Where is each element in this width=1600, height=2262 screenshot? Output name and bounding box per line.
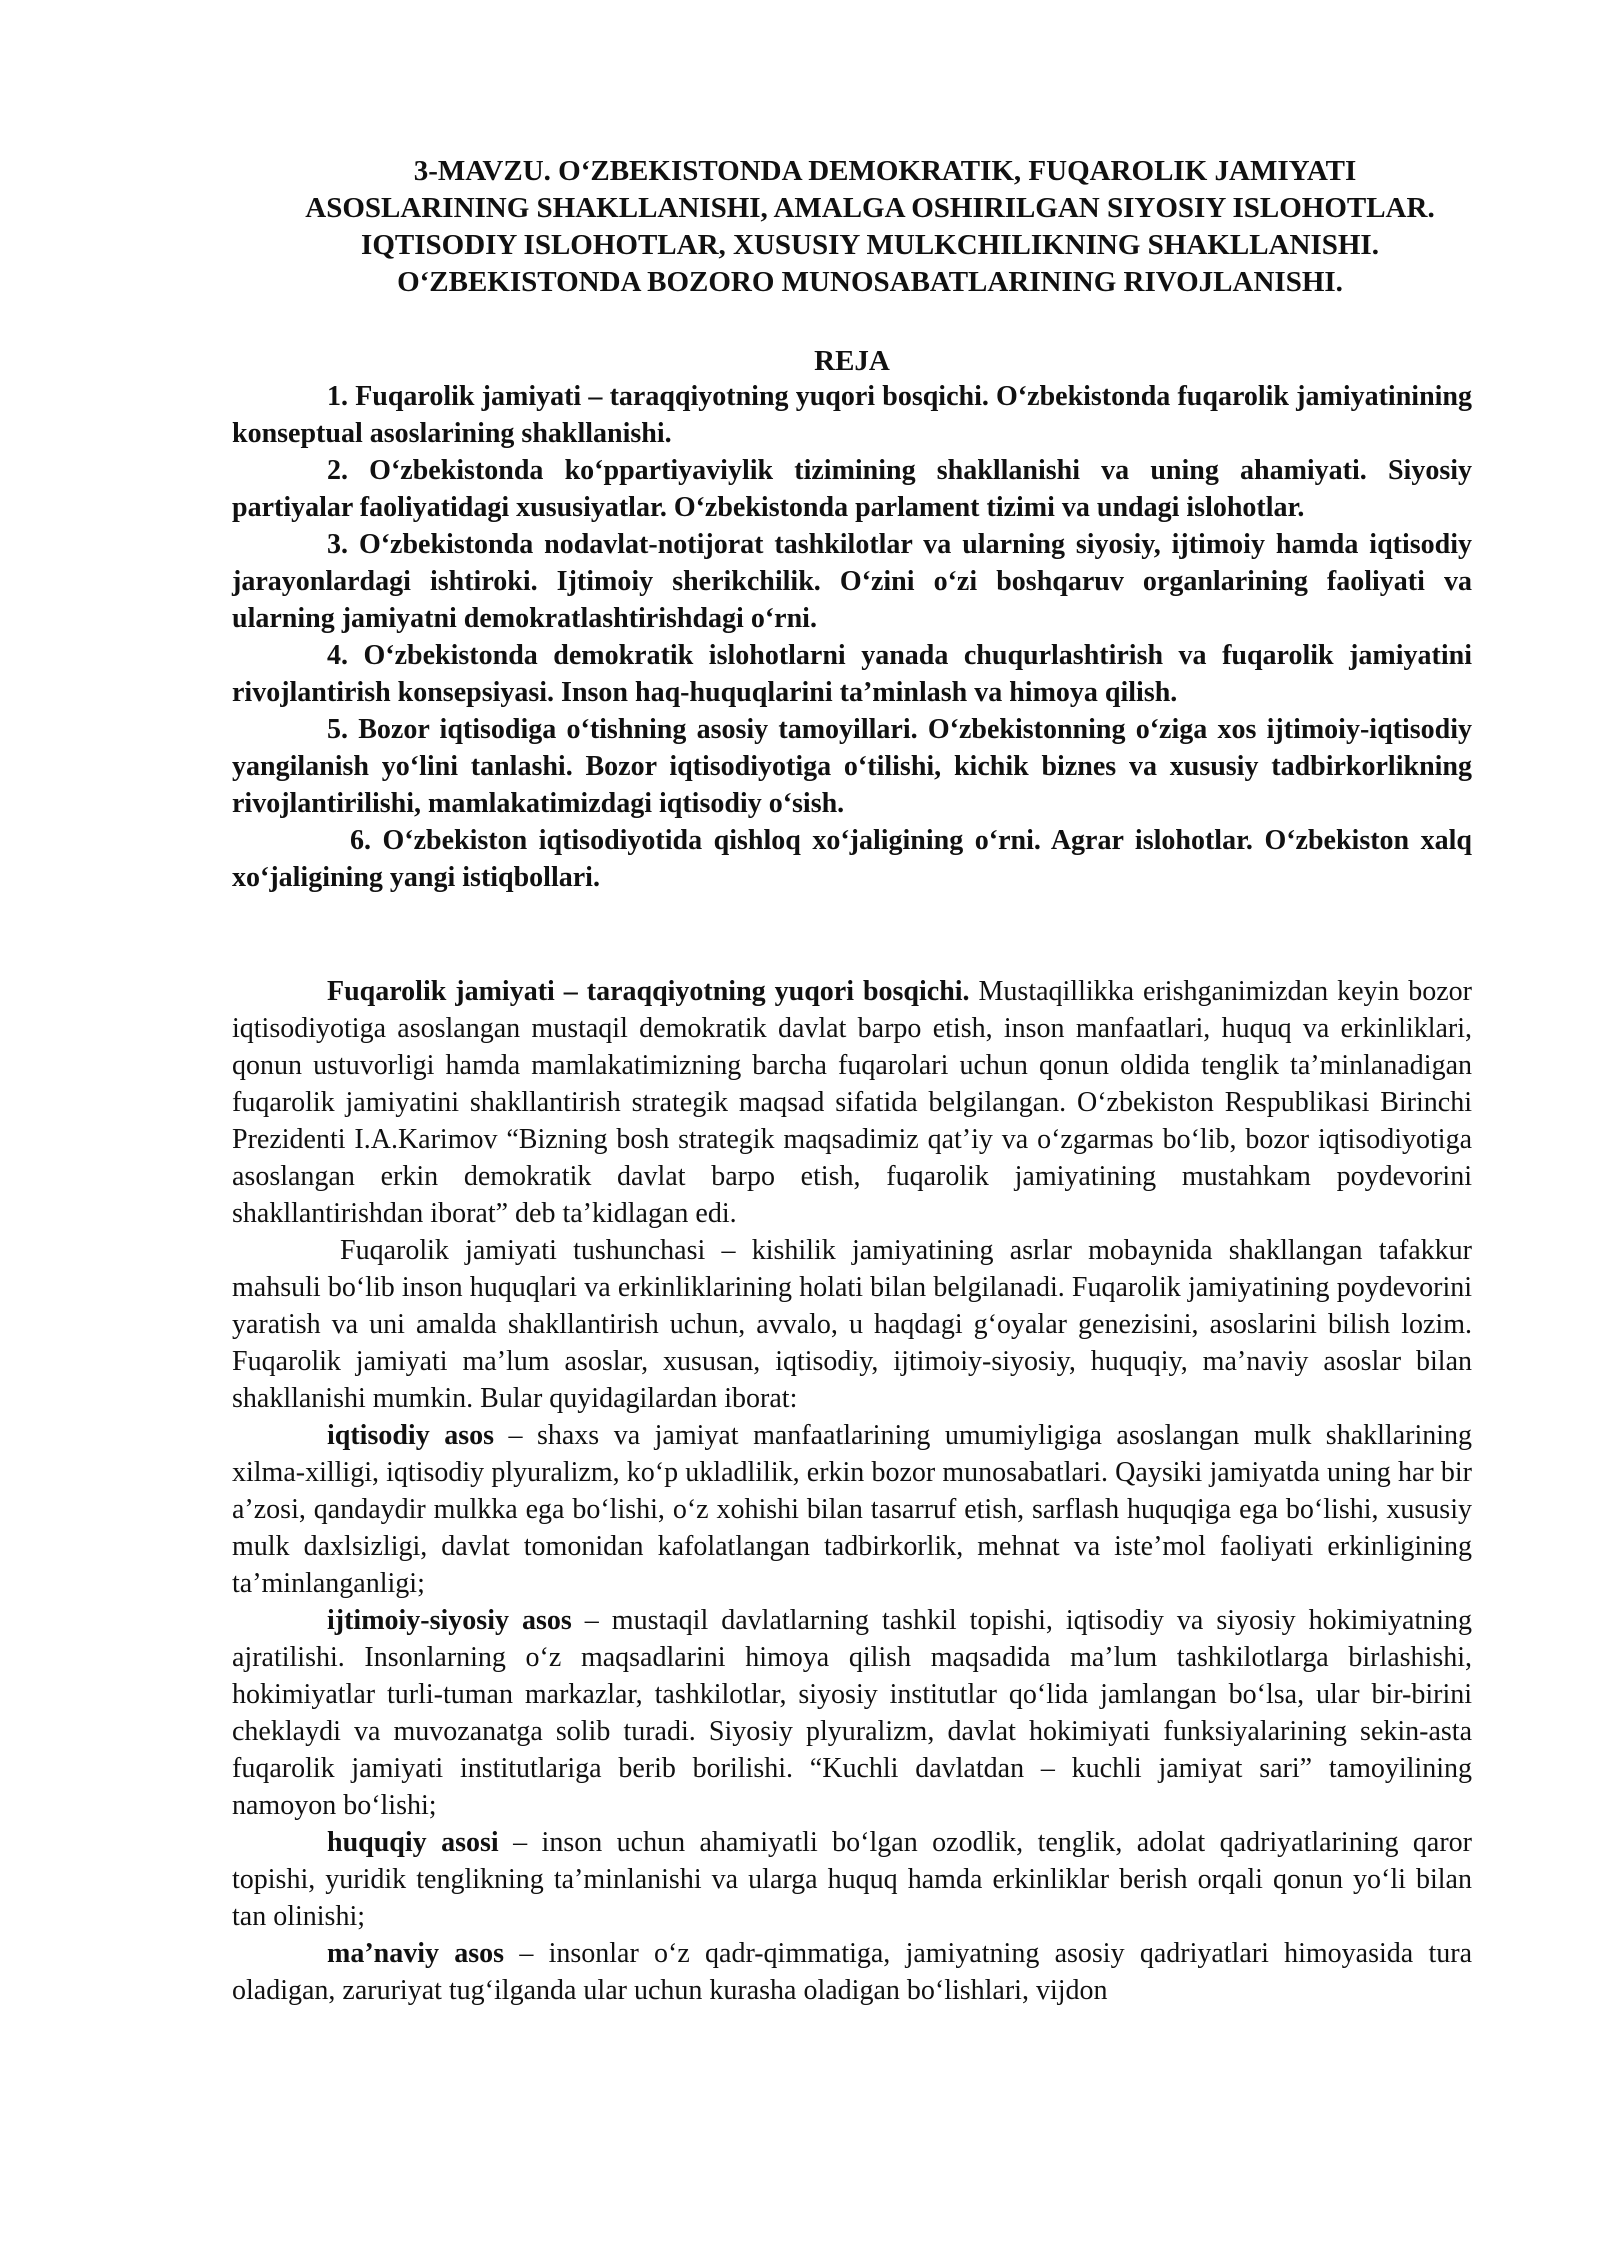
plan-item: 5. Bozor iqtisodiga o‘tishning asosiy tamoyillari. O‘zbekistonning o‘ziga xos ijtimoiy-iqtisodiy yangilanish yo‘lini tanlashi. Bozor iqtisodiyotiga o‘tilishi, kichik biznes va xususiy tadbirkorlikning rivojlantirilishi, mamlakatimizdagi iqtisodiy o‘sish. <box>232 714 1472 819</box>
document-title <box>280 153 1460 301</box>
paragraph <box>232 973 1472 1232</box>
paragraph-text: Mustaqillikka erishganimizdan keyin bozor iqtisodiyotiga asoslangan mustaqil demokratik davlat barpo etish, inson manfaatlari, huquq va erkinliklari, qonun ustuvorligi hamda mamlakatimizning barcha fuqarolari uchun qonun oldida tenglik ta’minlanadigan fuqarolik jamiyatini shakllantirish strategik maqsad sifatida belgilangan. O‘zbekiston Respublikasi Birinchi Prezidenti I.A.Karimov “Bizning bosh strategik maqsadimiz qat’iy va o‘zgarmas bo‘lib, bozor iqtisodiyotiga asoslangan erkin demokratik davlat barpo etish, fuqarolik jamiyatining mustahkam poydevorini shakllantirishdan iborat” deb ta’kidlagan edi. <box>232 976 1472 1229</box>
paragraph-text: – insonlar o‘z qadr-qimmatiga, jamiyatning asosiy qadriyatlari himoyasida tura oladigan, zaruriyat tug‘ilganda ular uchun kurasha oladigan bo‘lishlari, vijdon <box>232 1938 1473 2006</box>
paragraph-text: Fuqarolik jamiyati tushunchasi – kishilik jamiyatining asrlar mobaynida shakllangan tafakkur mahsuli bo‘lib inson huquqlari va erkinliklarining holati bilan belgilanadi. Fuqarolik jamiyatining poydevorini yaratish va uni amalda shakllantirish uchun, avvalo, u haqdagi g‘oyalar genezisini, asoslarini bilish lozim. Fuqarolik jamiyati ma’lum asoslar, xususan, iqtisodiy, ijtimoiy-siyosiy, huquqiy, ma’naviy asoslar bilan shakllanishi mumkin. Bular quyidagilardan iborat: <box>232 1235 1472 1414</box>
plan-item: 4. O‘zbekistonda demokratik islohotlarni yanada chuqurlashtirish va fuqarolik jamiyatini rivojlantirish konsepsiyasi. Inson haq-huquqlarini ta’minlash va himoya qilish. <box>232 640 1472 708</box>
paragraph-term: iqtisodiy asos <box>327 1420 494 1451</box>
paragraph-heading: Fuqarolik jamiyati – taraqqiyotning yuqori bosqichi. <box>327 976 970 1007</box>
paragraph <box>232 1232 1472 1417</box>
plan-item: 1. Fuqarolik jamiyati – taraqqiyotning yuqori bosqichi. O‘zbekistonda fuqarolik jamiyatinining konseptual asoslarining shakllanishi. <box>232 381 1472 449</box>
paragraph-text: – mustaqil davlatlarning tashkil topishi, iqtisodiy va siyosiy hokimiyatning ajratilishi. Insonlarning o‘z maqsadlarini himoya qilish maqsadida ma’lum tashkilotlarga birlashishi, hokimiyatlar turli-tuman markazlar, tashkilotlar, siyosiy institutlar qo‘lida jamlangan bo‘lsa, ular bir-birini cheklaydi va muvozanatga solib turadi. Siyosiy plyuralizm, davlat hokimiyati funksiyalarining sekin-asta fuqarolik jamiyati institutlariga berib borilishi. “Kuchli davlatdan – kuchli jamiyat sari” tamoyilining namoyon bo‘lishi; <box>232 1605 1473 1821</box>
paragraph-term: huquqiy asosi <box>327 1827 499 1858</box>
paragraph <box>232 1824 1472 1935</box>
body-text <box>232 973 1472 2009</box>
plan-item: 2. O‘zbekistonda ko‘ppartiyaviylik tizimining shakllanishi va uning ahamiyati. Siyosiy partiyalar faoliyatidagi xususiyatlar. O‘zbekistonda parlament tizimi va undagi islohotlar. <box>232 455 1472 523</box>
paragraph <box>232 1935 1472 2009</box>
paragraph-term: ma’naviy asos <box>327 1938 505 1969</box>
paragraph-text: – shaxs va jamiyat manfaatlarining umumiyligiga asoslangan mulk shakllarining xilma-xilligi, iqtisodiy plyuralizm, ko‘p ukladlilik, erkin bozor munosabatlari. Qaysiki jamiyatda uning har bir a’zosi, qandaydir mulkka ega bo‘lishi, o‘z xohishi bilan tasarruf etish, sarflash huquqiga ega bo‘lishi, xususiy mulk daxlsizligi, davlat tomonidan kafolatlangan tadbirkorlik, mehnat va iste’mol faoliyati erkinligining ta’minlanganligi; <box>232 1420 1473 1599</box>
paragraph-text: – inson uchun ahamiyatli bo‘lgan ozodlik, tenglik, adolat qadriyatlarining qaror topishi, yuridik tenglikning ta’minlanishi va ularga huquq hamda erkinliklar berish orqali qonun yo‘li bilan tan olinishi; <box>232 1827 1473 1932</box>
title-rest: ASOSLARINING SHAKLLANISHI, AMALGA OSHIRILGAN SIYOSIY ISLOHOTLAR. IQTISODIY ISLOHOTLAR, XUSUSIY MULKCHILIKNING SHAKLLANISHI. O‘ZBEKISTONDA BOZORO MUNOSABATLARINING RIVOJLANISHI. <box>305 192 1435 298</box>
plan-heading: REJA <box>814 345 890 377</box>
paragraph <box>232 1417 1472 1602</box>
plan-list <box>232 378 1472 896</box>
plan-item: 6. O‘zbekiston iqtisodiyotida qishloq xo‘jaligining o‘rni. Agrar islohotlar. O‘zbekiston xalq xo‘jaligining yangi istiqbollari. <box>232 825 1472 893</box>
title-line-1: 3-MAVZU. O‘ZBEKISTONDA DEMOKRATIK, FUQAROLIK JAMIYATI <box>413 155 1357 187</box>
paragraph-term: ijtimoiy-siyosiy asos <box>327 1605 572 1636</box>
paragraph <box>232 1602 1472 1824</box>
plan-item: 3. O‘zbekistonda nodavlat-notijorat tashkilotlar va ularning siyosiy, ijtimoiy hamda iqtisodiy jarayonlardagi ishtiroki. Ijtimoiy sherikchilik. O‘zini o‘zi boshqaruv organlarining faoliyati va ularning jamiyatni demokratlashtirishdagi o‘rni. <box>232 529 1472 634</box>
